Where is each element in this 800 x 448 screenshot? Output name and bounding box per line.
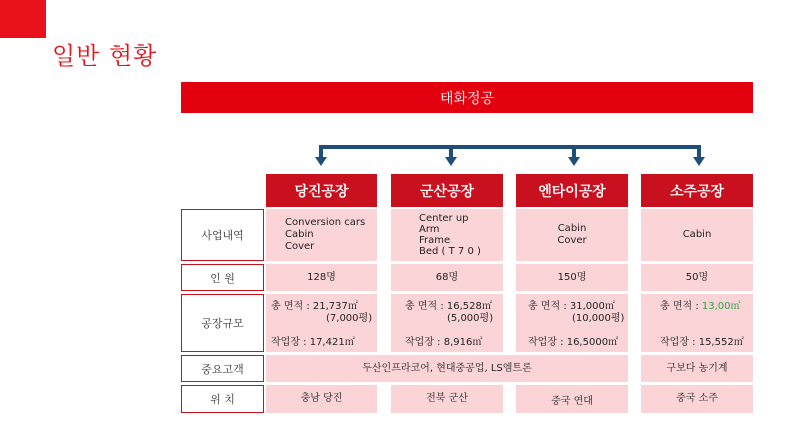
- location-cell-yantai: 중국 연대: [516, 385, 628, 413]
- scale-cell-yantai: [516, 294, 628, 352]
- location-cell-suzhou: 중국 소주: [641, 385, 753, 413]
- business-item: Cabin: [557, 223, 587, 234]
- scale-cell-dangjin: [266, 294, 377, 352]
- scale-total-pyeong: (5,000평): [447, 313, 494, 324]
- scale-total: 총 면적 : 21,737㎡: [271, 301, 358, 312]
- customers-cell-suzhou: 구보다 농기계: [641, 355, 753, 382]
- plant-header-yantai: 엔타이공장: [516, 174, 628, 207]
- business-item: Cabin: [285, 229, 314, 240]
- scale-total-pyeong: (7,000평): [326, 313, 373, 324]
- staff-cell-gunsan: 68명: [391, 264, 503, 291]
- arrowhead-yantai: [568, 157, 580, 166]
- business-cell-gunsan: [391, 209, 503, 261]
- arrowhead-gunsan: [445, 157, 457, 166]
- row-label-business: 사업내역: [181, 209, 264, 261]
- row-label-staff: 인 원: [181, 264, 264, 291]
- customers-cell-main: 두산인프라코어, 현대중공업, LS엠트론: [266, 355, 628, 382]
- scale-workshop: 작업장 : 17,421㎡: [271, 337, 355, 348]
- scale-total-label: 총 면적 :: [660, 301, 702, 312]
- staff-cell-dangjin: 128명: [266, 264, 377, 291]
- plant-header-suzhou: 소주공장: [641, 174, 753, 207]
- scale-total: [660, 301, 753, 313]
- business-cell-yantai: [516, 209, 628, 261]
- location-cell-gunsan: 전북 군산: [391, 385, 503, 413]
- plant-header-dangjin: 당진공장: [266, 174, 377, 207]
- staff-cell-suzhou: 50명: [641, 264, 753, 291]
- business-cell-dangjin: [266, 209, 377, 261]
- location-cell-dangjin: 충남 당진: [266, 385, 377, 413]
- row-label-customers: 중요고객: [181, 355, 264, 382]
- scale-cell-gunsan: [391, 294, 503, 352]
- business-item: Cover: [557, 235, 587, 246]
- scale-workshop: 작업장 : 8,916㎡: [405, 337, 483, 348]
- plant-header-gunsan: 군산공장: [391, 174, 503, 207]
- row-label-location: 위 치: [181, 385, 264, 413]
- business-item: Center up: [419, 213, 469, 224]
- scale-total-pyeong: (10,000평): [572, 313, 625, 324]
- row-label-scale: 공장규모: [181, 294, 264, 352]
- business-item: Frame: [419, 235, 451, 246]
- scale-cell-suzhou: [641, 294, 753, 352]
- scale-total: 총 면적 : 31,000㎡: [528, 301, 615, 312]
- business-item: Arm: [419, 224, 440, 235]
- business-cell-suzhou: Cabin: [641, 209, 753, 261]
- business-item: Conversion cars: [285, 217, 366, 228]
- business-item: Bed ( T 7 0 ): [419, 246, 481, 257]
- scale-workshop: 작업장 : 16,5000㎡: [528, 337, 619, 348]
- scale-workshop: 작업장 : 15,552㎡: [660, 337, 744, 348]
- company-banner: 태화정공: [181, 82, 753, 113]
- scale-total: 총 면적 : 16,528㎡: [405, 301, 492, 312]
- staff-cell-yantai: 150명: [516, 264, 628, 291]
- arrowhead-dangjin: [315, 157, 327, 166]
- business-item: Cover: [285, 241, 315, 252]
- page-title: 일반 현황: [52, 42, 158, 70]
- scale-total-value: 13,00㎡: [701, 301, 741, 312]
- arrowhead-suzhou: [693, 157, 705, 166]
